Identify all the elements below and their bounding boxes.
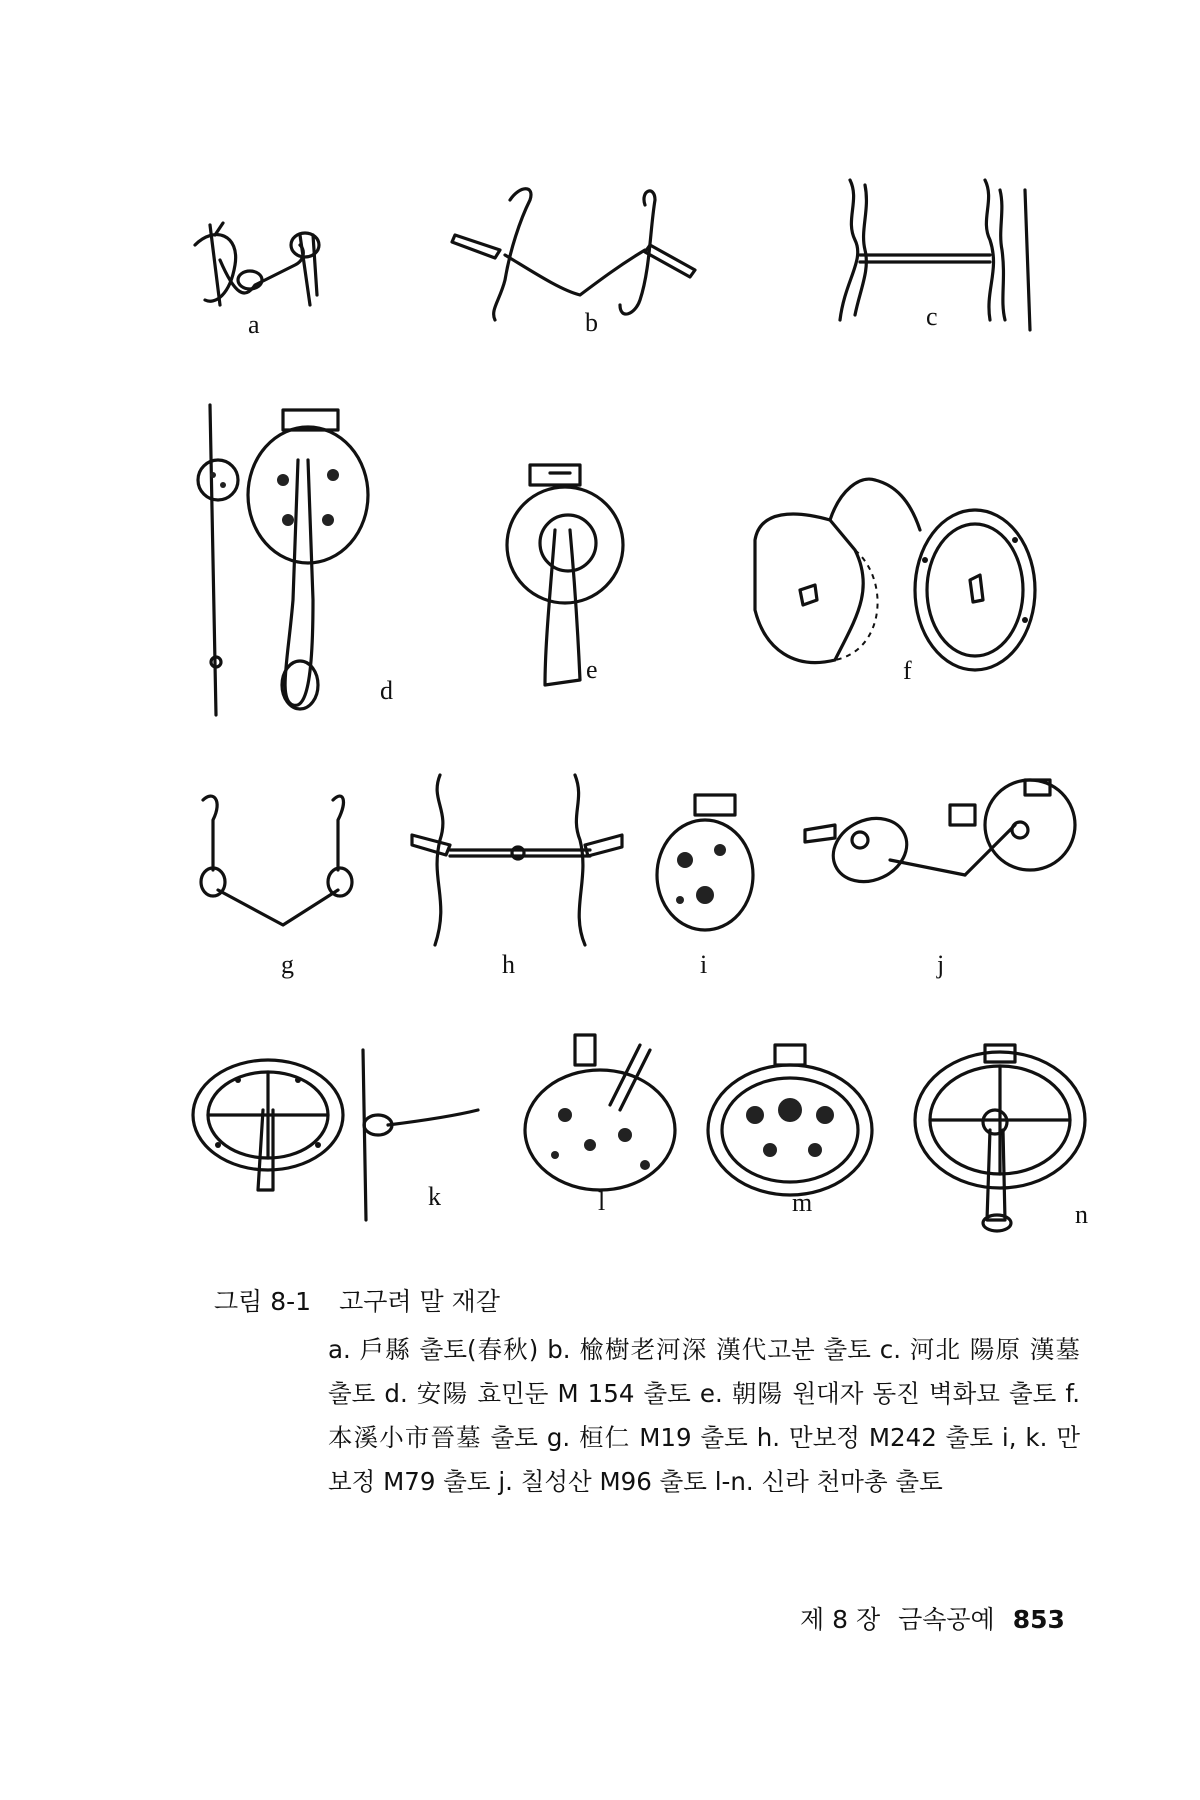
bit-drawing-a <box>185 205 355 345</box>
bit-drawing-j <box>800 770 1080 979</box>
panel-label-b: b <box>585 308 598 337</box>
panel-label-k: k <box>428 1182 441 1211</box>
figure-title: 고구려 말 재갈 <box>339 1287 500 1316</box>
panel-label-g: g <box>281 950 294 979</box>
panel-label-d: d <box>380 676 393 705</box>
bit-drawing-h <box>410 760 630 979</box>
figure-caption <box>214 1282 1094 1504</box>
panel-label-e: e <box>586 655 598 684</box>
page-number: 853 <box>1012 1605 1065 1634</box>
chapter-label: 제 8 장 <box>800 1605 881 1634</box>
panel-label-n: n <box>1075 1200 1088 1229</box>
running-footer <box>800 1600 1090 1636</box>
bit-drawing-i <box>645 790 755 979</box>
panel-label-l: l <box>598 1187 606 1216</box>
bit-drawing-g <box>188 790 358 979</box>
bit-drawing-n <box>905 1040 1095 1240</box>
caption-body: a. 戶縣 출토(春秋) b. 楡樹老河深 漢代고분 출토 c. 河北 陽原 漢墓 출토 d. 安陽 효민둔 M 154 출토 e. 朝陽 원대자 동진 벽화묘 출토 f. 本溪小市晉墓 출토 g. 桓仁 M19 출토 h. 만보정 M242 출토 i, k. 만보정 M79 출토 j. 칠성산 M96 출토 l-n. 신라 천마총 출토 <box>328 1335 1080 1496</box>
panel-label-m: m <box>792 1188 813 1217</box>
figure-number: 그림 8-1 <box>214 1287 312 1316</box>
section-title: 금속공예 <box>898 1605 995 1634</box>
panel-label-a: a <box>248 310 260 339</box>
bit-drawing-m <box>700 1040 880 1217</box>
panel-label-c: c <box>926 302 938 331</box>
panel-label-f: f <box>903 656 912 685</box>
bit-drawing-l <box>515 1025 685 1216</box>
bit-drawing-k <box>188 1050 488 1230</box>
bit-drawing-e <box>500 455 670 695</box>
panel-label-j: j <box>937 950 945 979</box>
bit-drawing-d <box>188 400 408 720</box>
panel-label-h: h <box>502 950 515 979</box>
bit-drawing-f <box>735 470 1055 690</box>
bit-drawing-c <box>820 170 1050 340</box>
bit-drawing-b <box>450 180 730 350</box>
caption-heading <box>214 1282 1094 1318</box>
panel-label-i: i <box>700 950 708 979</box>
